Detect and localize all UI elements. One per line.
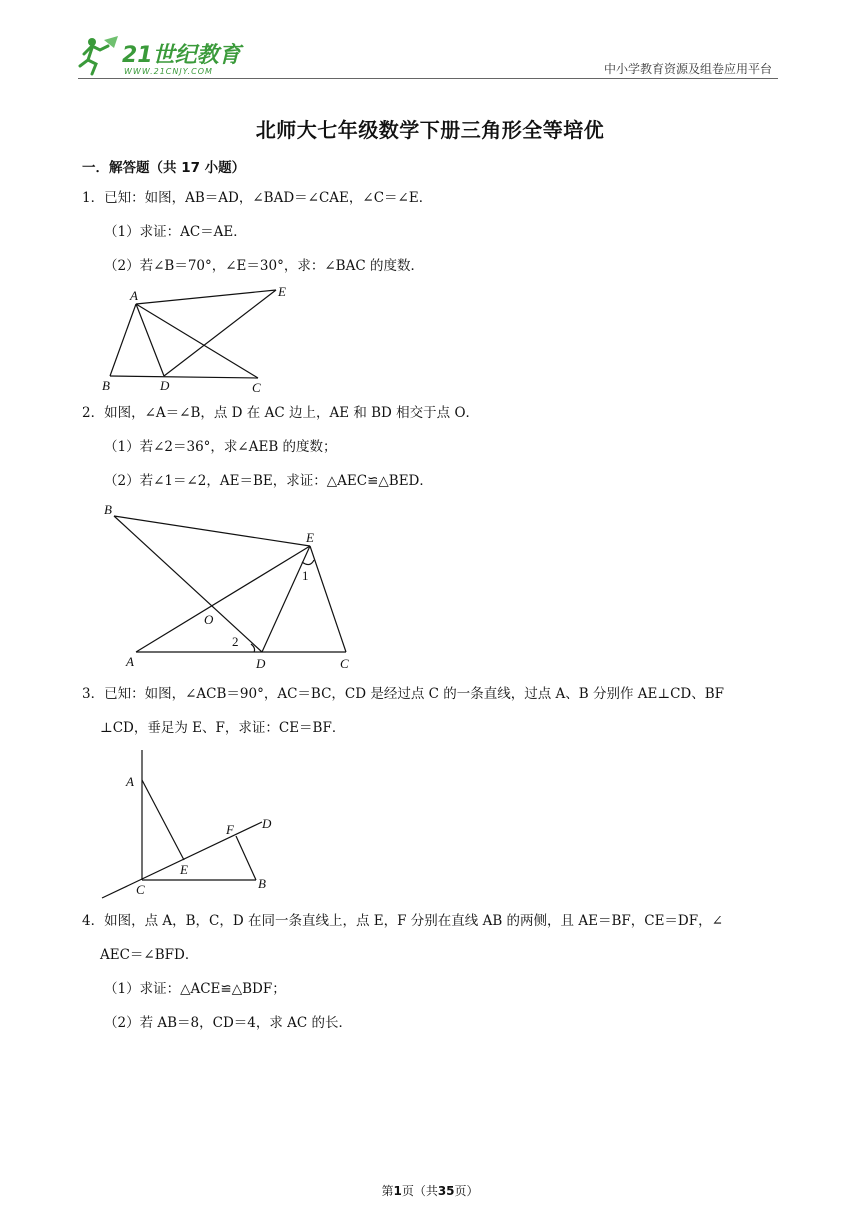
problem-1-stem: 1．已知：如图，AB＝AD，∠BAD＝∠CAE，∠C＝∠E． [82, 190, 433, 206]
label-a: A [126, 774, 134, 789]
problem-2-part-1: （1）若∠2＝36°，求∠AEB 的度数； [104, 439, 337, 455]
segment-ae [136, 290, 276, 304]
problem-2-stem: 2．如图，∠A＝∠B，点 D 在 AC 边上，AE 和 BD 相交于点 O． [82, 405, 480, 421]
label-e: E [306, 530, 314, 545]
problem-3-stem: 3．已知：如图，∠ACB＝90°，AC＝BC，CD 是经过点 C 的一条直线，过点 A、B 分别作 AE⊥CD、BF [82, 686, 725, 702]
label-b: B [102, 378, 110, 393]
problem-2-part-2: （2）若∠1＝∠2，AE＝BE，求证：△AEC≌△BED． [104, 473, 433, 489]
label-c: C [136, 882, 145, 897]
problem-3-stem-cont: ⊥CD，垂足为 E、F，求证：CE＝BF． [100, 720, 346, 736]
segment-ab [110, 304, 136, 376]
label-d: D [256, 656, 266, 671]
site-logo [78, 34, 248, 78]
label-e: E [180, 862, 188, 877]
line-cd [102, 822, 262, 898]
label-a: A [130, 288, 138, 303]
page-footer [0, 1182, 860, 1199]
segment-ac [136, 304, 258, 378]
problem-4-stem: 4．如图，点 A，B，C，D 在同一条直线上，点 E，F 分别在直线 AB 的两侧，且 AE＝BF，CE＝DF，∠ [82, 913, 723, 929]
logo-url: WWW.21CNJY.COM [124, 67, 213, 76]
label-angle-1: 1 [302, 568, 309, 583]
label-a: A [126, 654, 134, 669]
figure-3 [98, 746, 288, 902]
figure-1 [100, 282, 300, 394]
problem-4-part-2: （2）若 AB＝8，CD＝4，求 AC 的长． [104, 1015, 353, 1031]
segment-ae [142, 780, 184, 860]
footer-suffix: 页） [454, 1184, 479, 1198]
problem-1-part-2: （2）若∠B＝70°，∠E＝30°，求：∠BAC 的度数． [104, 258, 424, 274]
segment-ae [136, 546, 310, 652]
segment-ad [136, 304, 164, 376]
segment-de [164, 290, 276, 376]
label-d: D [262, 816, 272, 831]
label-f: F [226, 822, 234, 837]
runner-icon [80, 36, 118, 74]
label-b: B [104, 502, 112, 517]
segment-bf [236, 836, 256, 880]
label-c: C [252, 380, 261, 394]
segment-bd [114, 516, 262, 652]
footer-prefix: 第 [381, 1184, 394, 1198]
label-angle-2: 2 [232, 634, 239, 649]
header-divider [78, 78, 778, 79]
platform-name: 中小学教育资源及组卷应用平台 [603, 62, 772, 76]
footer-mid: 页（共 [401, 1184, 438, 1198]
label-c: C [340, 656, 349, 671]
label-e: E [278, 284, 286, 299]
logo-text: 21世纪教育 [122, 43, 241, 68]
problem-1-part-1: （1）求证：AC＝AE． [104, 224, 247, 240]
footer-page: 1 [393, 1184, 402, 1198]
section-heading: 一．解答题（共 17 小题） [82, 160, 246, 176]
figure-2 [96, 498, 366, 674]
segment-ec [310, 546, 346, 652]
label-b: B [258, 876, 266, 891]
problem-4-stem-cont: AEC＝∠BFD． [100, 947, 199, 963]
problem-4-part-1: （1）求证：△ACE≌△BDF； [104, 981, 286, 997]
label-o: O [204, 612, 214, 627]
page-title: 北师大七年级数学下册三角形全等培优 [255, 118, 605, 142]
segment-be [114, 516, 310, 546]
label-d: D [160, 378, 170, 393]
segment-bc [110, 376, 258, 378]
footer-total: 35 [437, 1184, 455, 1198]
